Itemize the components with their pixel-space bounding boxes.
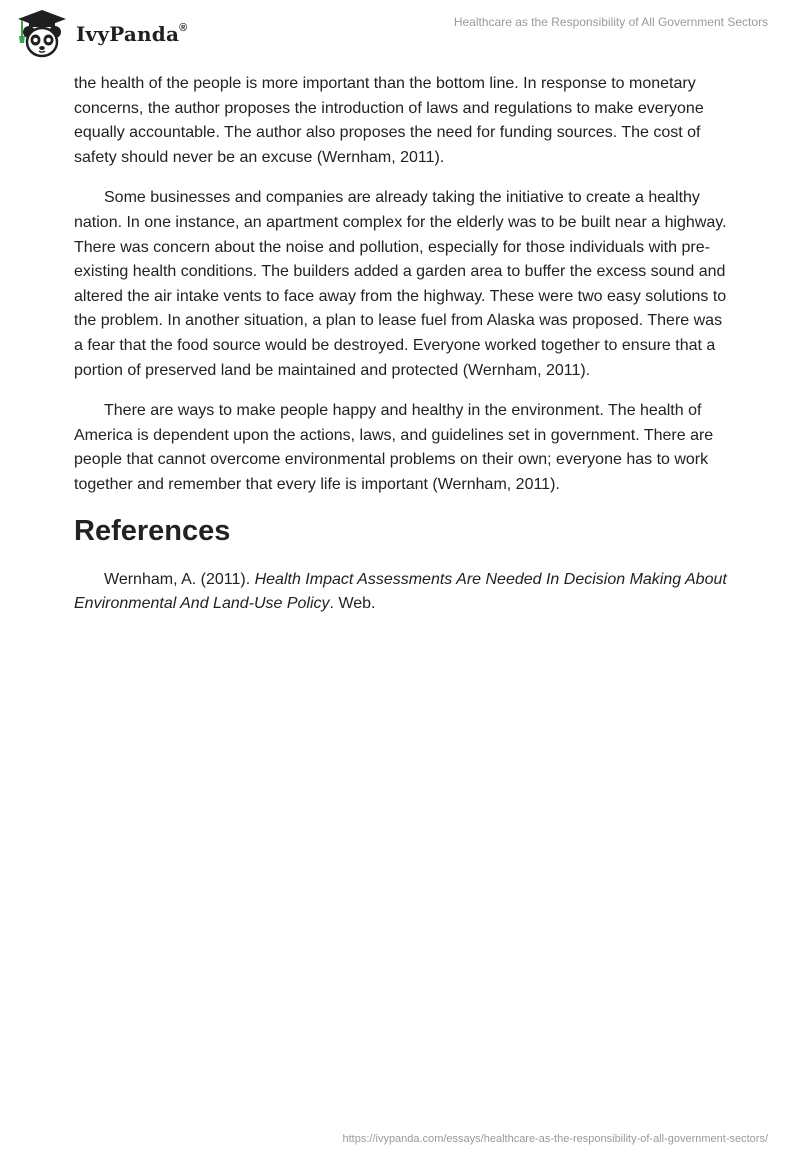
body-paragraph: the health of the people is more important than the bottom line. In response to monetary concerns, the author proposes the introduction of laws and regulations to make everyone equally accountable. The author also proposes the need for funding sources. The cost of safety should never be an excuse (Wernham, 2011). (74, 75, 704, 166)
reference-suffix: . Web. (329, 595, 376, 613)
footer-source-url[interactable]: https://ivypanda.com/essays/healthcare-as-the-responsibility-of-all-government-sectors/ (342, 1133, 768, 1145)
panda-graduation-cap-icon (14, 8, 70, 60)
page-header (0, 0, 800, 70)
reference-entry (74, 568, 734, 617)
body-paragraph: There are ways to make people happy and healthy in the environment. The health of America is dependent upon the actions, laws, and guidelines set in government. There are people that cannot overcome environmental problems on their own; everyone has to work together and remember that every life is important (Wernham, 2011). (74, 402, 714, 493)
brand-name: IvyPanda® (76, 22, 188, 46)
registered-mark: ® (179, 22, 188, 35)
reference-author-year: Wernham, A. (2011). (104, 570, 255, 588)
ivypanda-logo[interactable] (14, 8, 187, 60)
document-title: Healthcare as the Responsibility of All Government Sectors (453, 15, 768, 29)
essay-content (74, 72, 734, 617)
reference-title: Health Impact Assessments Are Needed In Decision Making About Environmental And Land-Use Policy (74, 570, 727, 613)
body-paragraph: Some businesses and companies are already taking the initiative to create a healthy nation. In one instance, an apartment complex for the elderly was to be built near a highway. There was concern about the noise and pollution, especially for those individuals with pre-existing health conditions. The builders added a garden area to buffer the excess sound and altered the air intake vents to face away from the highway. These were two easy solutions to the problem. In another situation, a plan to lease fuel from Alaska was proposed. There was a fear that the food source would be destroyed. Everyone worked together to ensure that a portion of preserved land be maintained and protected (Wernham, 2011). (74, 189, 727, 379)
references-heading: References (74, 514, 231, 547)
